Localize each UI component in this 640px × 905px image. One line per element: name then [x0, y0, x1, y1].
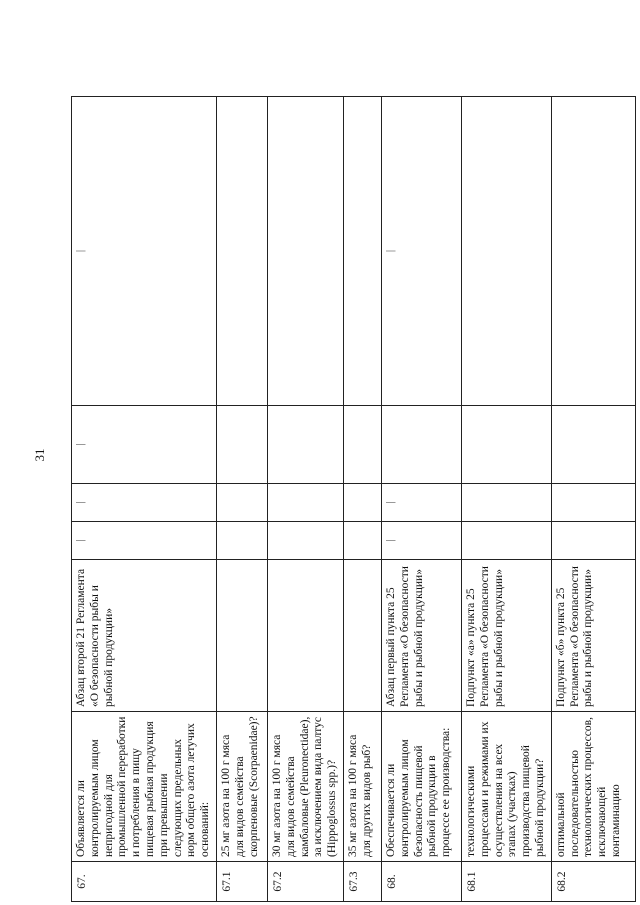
table-row — [381, 97, 461, 902]
yes-cell: | — [72, 522, 217, 560]
note-cell — [267, 97, 343, 406]
item-number: 67.3 — [343, 862, 381, 902]
requirement-cell — [267, 560, 343, 712]
yes-cell — [551, 522, 635, 560]
item-number: 67. — [72, 862, 217, 902]
question-cell: Объявляется ли контролируемым лицом непригодной для промышленной переработки и потребления в пищу пищевая рыбная продукция при превышении следующих предельных норм общего азота летучих оснований: — [72, 712, 217, 862]
question-cell: оптимальной последовательностью технологических процессов, исключающей контаминацию — [551, 712, 635, 862]
not-applicable-cell — [461, 406, 551, 484]
yes-cell — [216, 522, 267, 560]
no-cell: | — [381, 484, 461, 522]
no-cell — [216, 484, 267, 522]
note-cell — [461, 97, 551, 406]
no-cell — [551, 484, 635, 522]
requirement-cell — [216, 560, 267, 712]
item-number: 68.1 — [461, 862, 551, 902]
table-row — [72, 97, 217, 902]
no-cell — [343, 484, 381, 522]
table-row — [267, 97, 343, 902]
yes-cell — [267, 522, 343, 560]
no-cell — [461, 484, 551, 522]
requirement-cell — [343, 560, 381, 712]
item-number: 68. — [381, 862, 461, 902]
not-applicable-cell — [551, 406, 635, 484]
question-cell: 35 мг азота на 100 г мяса для других видов рыб? — [343, 712, 381, 862]
not-applicable-cell: | — [72, 406, 217, 484]
yes-cell: | — [381, 522, 461, 560]
note-cell — [216, 97, 267, 406]
requirement-cell: Абзац первый пункта 25 Регламента «О безопасности рыбы и рыбной продукции» — [381, 560, 461, 712]
requirement-cell: Абзац второй 21 Регламента «О безопасности рыбы и рыбной продукции» — [72, 560, 217, 712]
table-row — [461, 97, 551, 902]
requirement-cell: Подпункт «б» пункта 25 Регламента «О безопасности рыбы и рыбной продукции» — [551, 560, 635, 712]
no-cell — [267, 484, 343, 522]
table-row — [551, 97, 635, 902]
question-cell: Обеспечивается ли контролируемым лицом безопасность пищевой рыбной продукции в процессе ее производства: — [381, 712, 461, 862]
note-cell: | — [381, 97, 461, 406]
question-cell: технологическими процессами и режимами их осуществления на всех этапах (участках) производства пищевой рыбной продукции? — [461, 712, 551, 862]
note-cell — [551, 97, 635, 406]
yes-cell — [343, 522, 381, 560]
item-number: 68.2 — [551, 862, 635, 902]
question-cell: 25 мг азота на 100 г мяса для видов семейства скорпеновые (Scorpaenidae)? — [216, 712, 267, 862]
note-cell: | — [72, 97, 217, 406]
page-number: 31 — [32, 448, 47, 462]
item-number: 67.1 — [216, 862, 267, 902]
requirement-cell: Подпункт «а» пункта 25 Регламента «О безопасности рыбы и рыбной продукции» — [461, 560, 551, 712]
note-cell — [343, 97, 381, 406]
requirements-table — [71, 97, 622, 902]
table-row — [216, 97, 267, 902]
not-applicable-cell — [267, 406, 343, 484]
not-applicable-cell — [343, 406, 381, 484]
table-row — [343, 97, 381, 902]
item-number: 67.2 — [267, 862, 343, 902]
yes-cell — [461, 522, 551, 560]
not-applicable-cell — [381, 406, 461, 484]
question-cell: 30 мг азота на 100 г мяса для видов семейства камбаловые (Pleuronectidae), за исключением вида палтус (Hippoglossus spp.)? — [267, 712, 343, 862]
no-cell: | — [72, 484, 217, 522]
not-applicable-cell — [216, 406, 267, 484]
